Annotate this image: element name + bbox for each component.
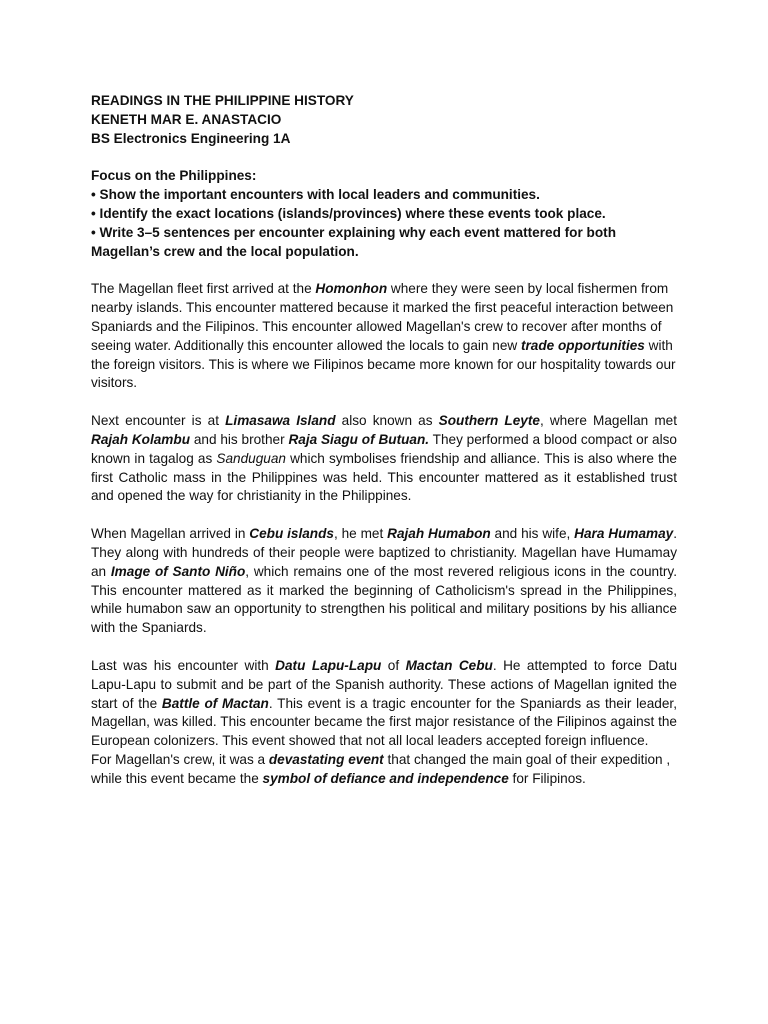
emphasis-trade-opportunities: trade opportunities xyxy=(520,337,645,353)
text-run: Next encounter is at xyxy=(91,413,226,429)
text-run: where they were seen by local fishermen from nearby islands. This encounter mattered because it marked the first peaceful interaction between Spaniards and the Filipinos. This encounter allowed Magellan's crew to recover after months of seeing water. Additionally this encounter allowed the locals to gain new xyxy=(91,281,674,353)
emphasis-rajah-humabon: Rajah Humabon xyxy=(387,526,491,542)
text-run: and his wife, xyxy=(490,526,575,542)
text-run: which symbolises friendship and alliance. This is also where the first Catholic mass in the Philippines was held. This encounter mattered as it established trust and opened the way for christianity in the Philippines. xyxy=(91,450,677,504)
text-run: also known as xyxy=(335,413,439,429)
document-body xyxy=(91,92,677,789)
paragraph-limasawa xyxy=(91,412,677,506)
text-run: . They along with hundreds of their people were baptized to christianity. Magellan have Humamay an xyxy=(91,526,678,579)
emphasis-limasawa-island: Limasawa Island xyxy=(225,413,336,429)
focus-bullet-3: • Write 3–5 sentences per encounter explaining why each event mattered for both Magellan’s crew and the local population. xyxy=(91,224,616,259)
emphasis-cebu-islands: Cebu islands xyxy=(249,526,334,542)
text-run: for Filipinos. xyxy=(508,770,586,786)
text-run: For Magellan's crew, it was a xyxy=(91,751,269,767)
text-run: , he met xyxy=(333,526,388,542)
text-run: When Magellan arrived in xyxy=(91,526,250,542)
emphasis-rajah-kolambu: Rajah Kolambu xyxy=(91,431,190,447)
emphasis-datu-lapu-lapu: Datu Lapu-Lapu xyxy=(275,657,382,673)
text-run: . This event is a tragic encounter for the Spaniards as their leader, Magellan, was killed. This encounter became the first major resistance of the Filipinos against the European colonizers. This event showed that not all local leaders accepted foreign influence. xyxy=(91,695,677,749)
spacer xyxy=(91,261,677,280)
paragraph-mactan xyxy=(91,657,677,751)
focus-title: Focus on the Philippines: xyxy=(91,168,257,184)
emphasis-santo-nino: Image of Santo Niño xyxy=(110,563,246,579)
emphasis-sanduguan: Sanduguan xyxy=(216,450,286,466)
program-name: BS Electronics Engineering 1A xyxy=(91,130,291,146)
emphasis-southern-leyte: Southern Leyte xyxy=(438,413,540,429)
paragraph-conclusion xyxy=(91,751,677,789)
text-run: They performed a blood compact or also known in tagalog as xyxy=(91,431,677,466)
emphasis-devastating-event: devastating event xyxy=(268,751,384,767)
emphasis-battle-of-mactan: Battle of Mactan xyxy=(161,695,269,711)
emphasis-homonhon: Homonhon xyxy=(315,281,388,297)
paragraph-homonhon xyxy=(91,280,677,393)
emphasis-symbol-of-defiance: symbol of defiance and independence xyxy=(262,770,509,786)
paragraph-cebu xyxy=(91,525,677,638)
text-run: and his brother xyxy=(190,431,289,447)
text-run: of xyxy=(381,657,406,673)
emphasis-mactan-cebu: Mactan Cebu xyxy=(405,657,493,673)
spacer xyxy=(91,638,677,657)
emphasis-hara-humamay: Hara Humamay xyxy=(574,526,674,542)
text-run: . He attempted to force Datu Lapu-Lapu to submit and be part of the Spanish authority. These actions of Magellan ignited the start of the xyxy=(91,657,678,711)
spacer xyxy=(91,393,677,412)
course-title: READINGS IN THE PHILIPPINE HISTORY xyxy=(91,93,354,108)
text-run: with the foreign visitors. This is where we Filipinos became more known for our hospitality towards our visitors. xyxy=(91,337,676,391)
spacer xyxy=(91,506,677,525)
text-run: , where Magellan met xyxy=(539,413,677,429)
text-run: , which remains one of the most revered religious icons in the country. This encounter mattered as it marked the beginning of Catholicism's spread in the Philippines, while humabon saw an opportunity to strengthen his political and military positions by his alliance with the Spaniards. xyxy=(91,563,677,636)
focus-bullet-2: • Identify the exact locations (islands/provinces) where these events took place. xyxy=(91,205,606,221)
emphasis-raja-siagu: Raja Siagu of Butuan. xyxy=(288,431,430,447)
text-run: that changed the main goal of their expedition , while this event became the xyxy=(91,751,671,786)
spacer xyxy=(91,148,677,167)
focus-bullet-1: • Show the important encounters with local leaders and communities. xyxy=(91,187,540,203)
text-run: Last was his encounter with xyxy=(91,657,276,673)
text-run: The Magellan fleet first arrived at the xyxy=(91,281,316,297)
author-name: KENETH MAR E. ANASTACIO xyxy=(91,111,282,127)
